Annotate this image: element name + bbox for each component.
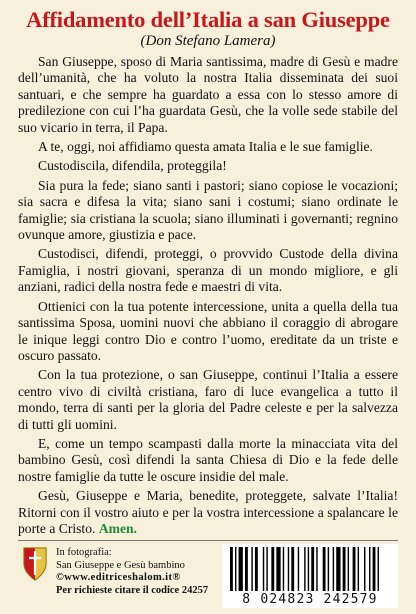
barcode-bar [263,547,264,591]
prayer-title: Affidamento dell’Italia a san Giuseppe [26,7,390,32]
barcode-bar [304,547,305,591]
barcode-bar [266,547,267,591]
publisher-seal-icon [22,545,48,583]
barcode-bar [353,547,356,591]
barcode-bar [251,547,252,591]
barcode-bar [333,547,334,591]
footer-divider [18,540,398,541]
barcode-bar [328,547,329,591]
amen-text: Amen. [98,520,137,536]
prayer-author: (Don Stefano Lamera) [140,33,276,49]
barcode-bar [343,547,346,591]
prayer-paragraph: Ottienici con la tua potente intercessione, unita a quella della tua santissima Sposa, uomini nuovi che abbiano il coraggio di abrogare le inique leggi contro Dio e contro l’uomo, ereditate da un triste e oscuro passato. [18,298,398,363]
barcode-bar [255,547,258,591]
prayer-paragraph-last [18,488,398,537]
barcode-bar [291,547,294,591]
prayer-paragraph: A te, oggi, noi affidiamo questa amata Italia e le sue famiglie. [38,139,373,155]
prayer-closing-text: Gesù, Giuseppe e Maria, benedite, proteggete, salvate l’Italia! Ritorni con il vostro aiuto e per la vostra intercessione a spalancare le porte a Cristo. [18,488,398,536]
barcode-bar [364,547,365,591]
barcode-bar [336,547,340,591]
prayer-text [18,54,398,537]
barcode-bar [245,547,248,591]
barcode-bars [228,547,392,591]
prayer-paragraph: Custodiscila, difendila, proteggila! [38,158,227,174]
barcode-bar [378,547,379,591]
photo-label: In fotografia: [56,547,112,558]
barcode-bar [271,547,274,591]
photo-subject: San Giuseppe e Gesù bambino [56,559,185,571]
barcode-bar [358,547,359,591]
prayer-paragraph: San Giuseppe, sposo di Maria santissima, madre di Gesù e madre dell’umanità, che ha voluto la nostra Italia disseminata dei suoi santuari, e che sempre ha guardato a essa con lo stesso amore di predilezione con cui l’ha guardata Gesù, che la volle sede stabile del suo vicario in terra, il Papa. [18,54,398,135]
barcode-bar [298,547,299,591]
barcode [222,544,398,608]
barcode-bar [283,547,284,591]
order-code-note: Per richieste citare il codice 24257 [56,584,209,596]
barcode-bar [239,547,243,591]
footer-credits [56,547,208,597]
barcode-bar [311,547,314,591]
barcode-bar [276,547,280,591]
barcode-bar [323,547,326,591]
prayer-paragraph: Sia pura la fede; siano santi i pastori; siano copiose le vocazioni; sia sacra e difesa la vita; siano sani i costumi; siano ordinate le famiglie; sia cristiana la scuola; siano illuminati i governanti; regnino ovunque amore, giustizia e pace. [18,177,398,243]
barcode-bar [288,547,289,591]
barcode-bar [235,547,236,591]
publisher-website: ©www.editriceshalom.it® [56,572,181,583]
barcode-bar [316,547,317,591]
barcode-bar [348,547,349,591]
barcode-digits: 8 024823 242579 [242,592,378,607]
barcode-bar [373,547,376,591]
prayer-paragraph: Con la tua protezione, o san Giuseppe, continui l’Italia a essere centro vivo di civiltà cristiana, faro di luce evangelica a tutto il mondo, terra di santi per la gloria del Padre celeste e per la salvezza di tutti gli uomini. [18,367,398,432]
barcode-bar [230,547,233,591]
card-footer [18,540,398,610]
prayer-paragraph: E, come un tempo scampasti dalla morte la minacciata vita del bambino Gesù, così difendi la santa Chiesa di Dio e la fede delle nostre famiglie da tutte le oscure insidie del male. [18,435,398,484]
barcode-bar [369,547,370,591]
prayer-paragraph: Custodisci, difendi, proteggi, o provvido Custode della divina Famiglia, i nostri giovani, speranza di un mondo migliore, e gli anziani, radici della nostra fede e maestri di vita. [18,246,398,295]
barcode-bar [308,547,309,591]
